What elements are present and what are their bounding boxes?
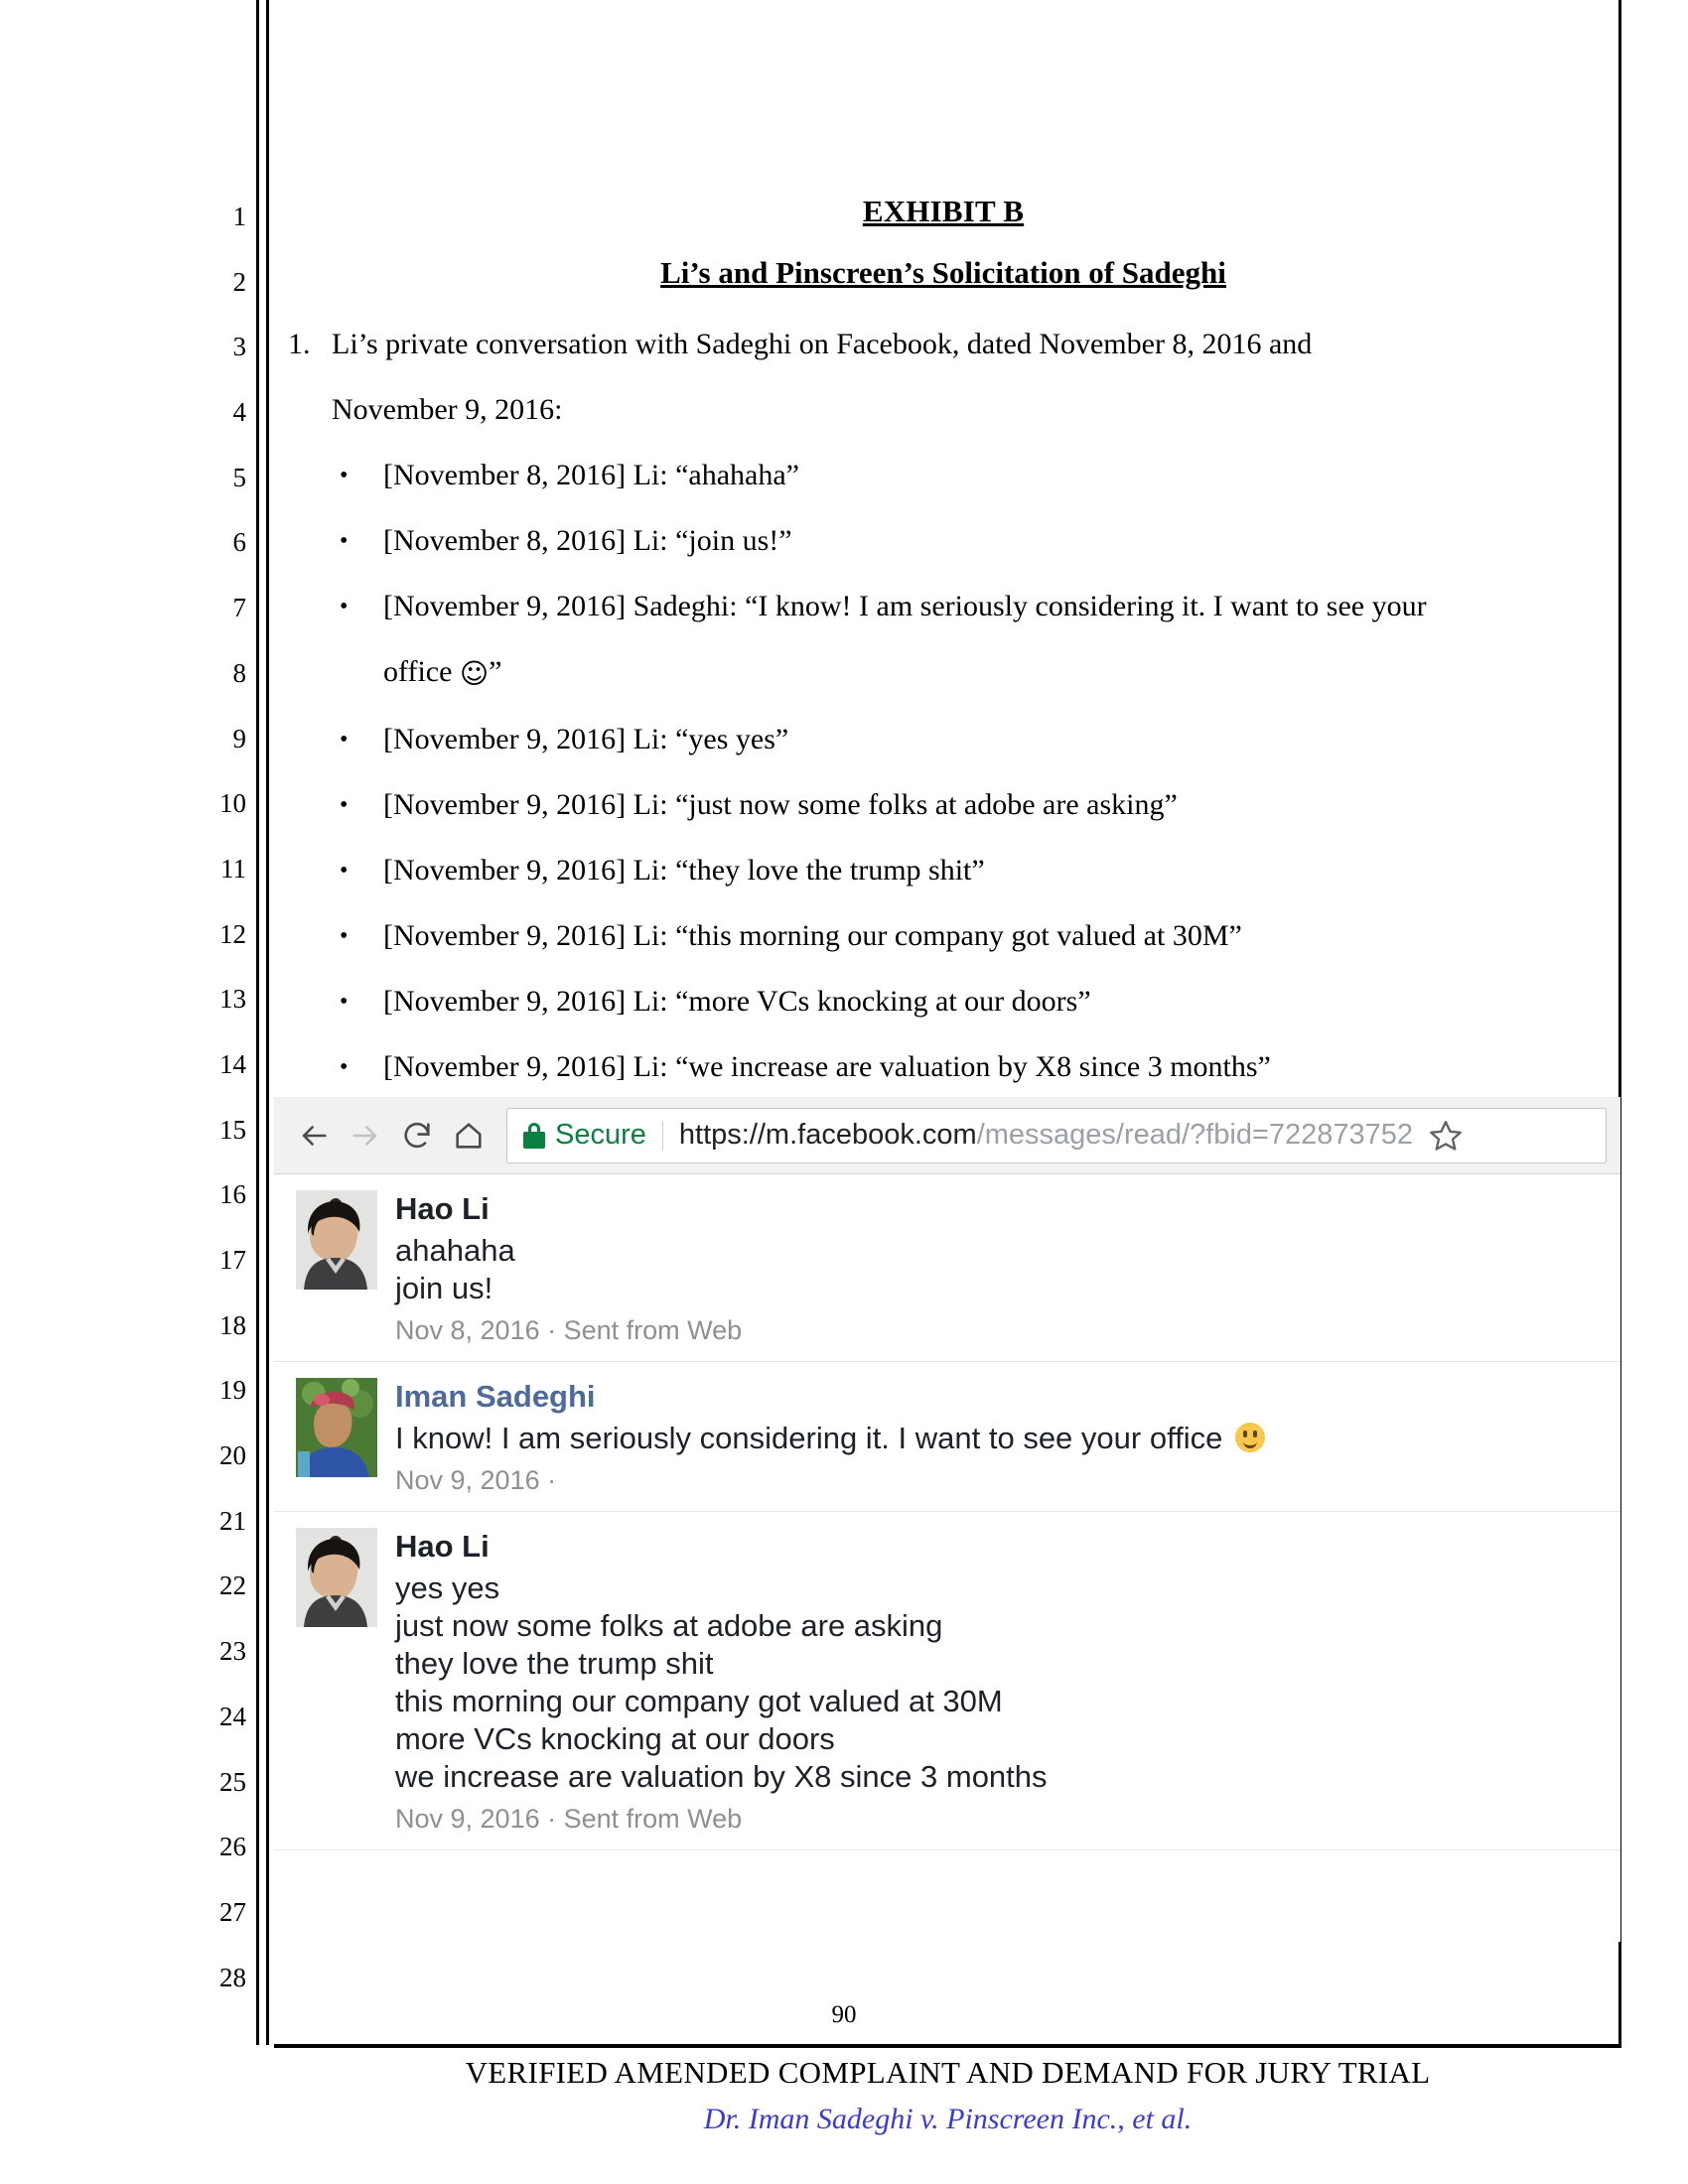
line-number: 1 xyxy=(232,202,246,231)
bullet-list xyxy=(288,443,1599,1100)
line-number-gutter xyxy=(189,185,246,2010)
message-body xyxy=(395,1528,1620,1836)
message-thread xyxy=(274,1174,1620,1850)
line-number: 20 xyxy=(219,1440,246,1471)
line-number: 13 xyxy=(219,984,246,1015)
message-row xyxy=(274,1362,1620,1512)
line-number: 23 xyxy=(219,1636,246,1667)
bullet-item: • [November 9, 2016] Li: “yes yes” xyxy=(288,707,1599,772)
line-number: 5 xyxy=(232,462,246,492)
line-number: 22 xyxy=(219,1570,246,1601)
message-line: they love the trump shit xyxy=(395,1646,714,1681)
line-number: 3 xyxy=(232,332,246,362)
line-number: 21 xyxy=(219,1505,246,1536)
reload-icon[interactable] xyxy=(391,1110,443,1161)
exhibit-title xyxy=(288,179,1599,244)
line-number: 7 xyxy=(232,593,246,623)
url-path: /messages/read/?fbid=722873752 xyxy=(976,1119,1414,1151)
line-number: 18 xyxy=(219,1309,246,1340)
bullet-item: • [November 8, 2016] Li: “ahahaha” xyxy=(288,443,1599,508)
bullet-item: • [November 8, 2016] Li: “join us!” xyxy=(288,508,1599,574)
document-body xyxy=(288,179,1599,1100)
forward-icon[interactable] xyxy=(340,1110,391,1161)
line-number: 16 xyxy=(219,1179,246,1210)
avatar[interactable] xyxy=(296,1190,377,1290)
browser-toolbar xyxy=(274,1097,1620,1174)
avatar[interactable] xyxy=(296,1378,377,1477)
paragraph-text-line-2: November 9, 2016: xyxy=(332,393,563,426)
url-text xyxy=(679,1119,1413,1152)
bullet-item: • [November 9, 2016] Li: “we increase are valuation by X8 since 3 months” xyxy=(288,1034,1599,1100)
paragraph-number: 1. xyxy=(288,328,311,360)
bullet-item xyxy=(288,639,1599,707)
back-icon[interactable] xyxy=(288,1110,340,1161)
avatar[interactable] xyxy=(296,1528,377,1627)
line-number: 25 xyxy=(219,1766,246,1797)
line-number: 9 xyxy=(232,723,246,753)
message-line: ahahaha xyxy=(395,1233,515,1268)
message-line: join us! xyxy=(395,1271,493,1305)
line-number: 14 xyxy=(219,1048,246,1079)
message-body xyxy=(395,1378,1620,1497)
exhibit-title-text: EXHIBIT B xyxy=(862,194,1025,228)
line-number: 27 xyxy=(219,1896,246,1927)
star-icon[interactable] xyxy=(1423,1118,1469,1154)
line-number: 17 xyxy=(219,1245,246,1275)
message-line: we increase are valuation by X8 since 3 months xyxy=(395,1759,1048,1794)
security-label: Secure xyxy=(555,1119,646,1151)
message-timestamp: Nov 9, 2016 · xyxy=(395,1465,557,1495)
omnibox-divider xyxy=(662,1121,663,1151)
paragraph-text xyxy=(332,312,1599,443)
line-number: 24 xyxy=(219,1701,246,1731)
message-author: Hao Li xyxy=(395,1191,490,1226)
exhibit-subtitle xyxy=(288,240,1599,306)
url-host: https://m.facebook.com xyxy=(678,1119,977,1151)
line-number: 4 xyxy=(232,397,246,428)
paragraph-text-line-1: Li’s private conversation with Sadeghi on Facebook, dated November 8, 2016 and xyxy=(332,328,1313,360)
left-margin-rule-inner xyxy=(266,0,269,2045)
bullet-text: office xyxy=(383,655,460,688)
numbered-paragraph-1 xyxy=(288,312,1599,443)
home-icon[interactable] xyxy=(443,1110,494,1161)
footer-rule xyxy=(274,2044,1621,2048)
bullet-item: • [November 9, 2016] Li: “more VCs knocking at our doors” xyxy=(288,969,1599,1034)
line-number: 26 xyxy=(219,1832,246,1862)
line-number: 28 xyxy=(219,1962,246,1992)
message-line: just now some folks at adobe are asking xyxy=(395,1608,943,1643)
bullet-item: • [November 9, 2016] Li: “this morning our company got valued at 30M” xyxy=(288,903,1599,969)
line-number: 15 xyxy=(219,1114,246,1145)
line-number: 19 xyxy=(219,1375,246,1406)
lock-icon xyxy=(523,1123,545,1149)
message-line: this morning our company got valued at 30M xyxy=(395,1684,1003,1718)
message-author[interactable]: Iman Sadeghi xyxy=(395,1379,596,1414)
facebook-messages-screenshot xyxy=(274,1097,1620,1942)
line-number: 11 xyxy=(220,853,246,884)
line-number: 6 xyxy=(232,527,246,558)
footer-title: VERIFIED AMENDED COMPLAINT AND DEMAND FOR JURY TRIAL xyxy=(465,2055,1431,2090)
message-row xyxy=(274,1174,1620,1362)
message-body xyxy=(395,1190,1620,1347)
bullet-text-tail: ” xyxy=(489,655,502,688)
line-number: 8 xyxy=(232,657,246,688)
thread-bottom-space xyxy=(274,1850,1620,1942)
bullet-item: • [November 9, 2016] Li: “just now some folks at adobe are asking” xyxy=(288,772,1599,838)
message-timestamp: Nov 8, 2016 · Sent from Web xyxy=(395,1315,743,1345)
line-number: 12 xyxy=(219,918,246,949)
address-bar[interactable] xyxy=(506,1108,1607,1163)
left-margin-rule-outer xyxy=(256,0,259,2045)
message-line: more VCs knocking at our doors xyxy=(395,1721,835,1756)
line-number: 10 xyxy=(219,788,246,819)
message-line: I know! I am seriously considering it. I want to see your office xyxy=(395,1420,1620,1457)
line-number: 2 xyxy=(232,266,246,297)
smiley-emoji-icon xyxy=(1235,1423,1265,1452)
bullet-item: • [November 9, 2016] Sadeghi: “I know! I am seriously considering it. I want to see your xyxy=(288,574,1599,639)
message-line: yes yes xyxy=(395,1570,500,1605)
footer-case-caption: Dr. Iman Sadeghi v. Pinscreen Inc., et al. xyxy=(703,2103,1193,2135)
message-timestamp: Nov 9, 2016 · Sent from Web xyxy=(395,1804,743,1834)
bullet-item: • [November 9, 2016] Li: “they love the trump shit” xyxy=(288,838,1599,903)
message-row xyxy=(274,1512,1620,1850)
page-number: 90 xyxy=(831,2001,857,2028)
smiley-face-icon: ☺ xyxy=(459,657,490,690)
message-author: Hao Li xyxy=(395,1529,490,1564)
exhibit-subtitle-text: Li’s and Pinscreen’s Solicitation of Sadeghi xyxy=(660,255,1226,290)
